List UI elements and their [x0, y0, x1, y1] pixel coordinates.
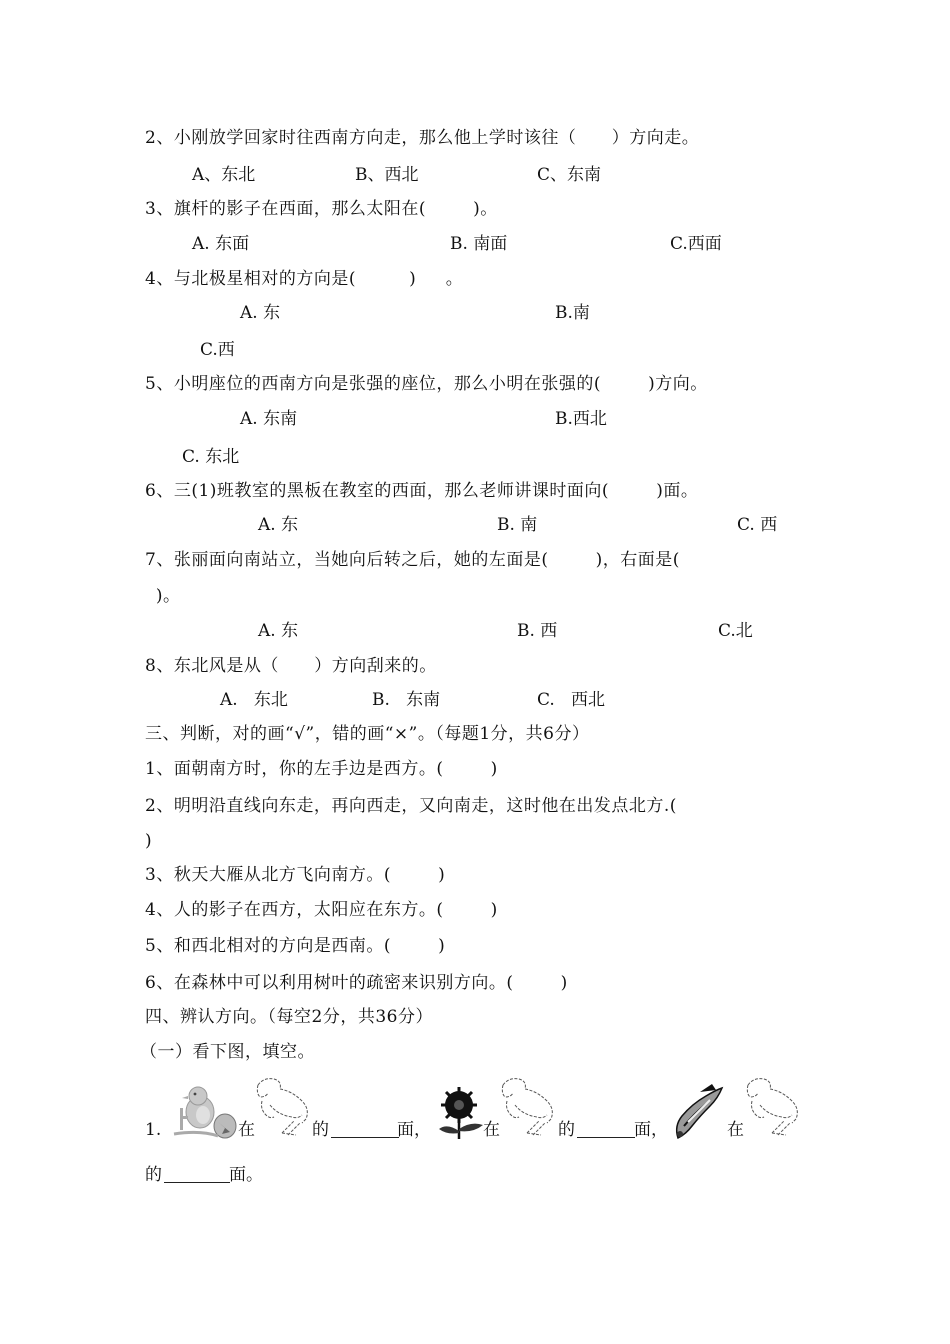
judge-item-2-continued: ): [145, 831, 153, 851]
judge-item-3: 3、秋天大雁从北方飞向南方。( ): [145, 865, 446, 885]
q5-option-c: C. 东北: [182, 447, 240, 467]
word-de-3: 的: [145, 1165, 162, 1185]
q7-option-a: A. 东: [258, 621, 299, 641]
q8-option-a: A. 东北: [220, 690, 288, 710]
question-7-continued: )。: [150, 586, 181, 606]
sunflower-icon: [437, 1087, 485, 1141]
q3-option-b: B. 南面: [450, 234, 508, 254]
chick-icon: [170, 1082, 238, 1140]
question-4: 4、与北极星相对的方向是( ) 。: [145, 269, 464, 289]
q6-option-c: C. 西: [737, 515, 778, 535]
q2-option-a: A、东北: [192, 165, 256, 185]
q2-option-c: C、东南: [537, 165, 602, 185]
q6-option-b: B. 南: [497, 515, 538, 535]
horse-icon: [742, 1075, 804, 1141]
question-5: 5、小明座位的西南方向是张强的座位，那么小明在张强的( )方向。: [145, 374, 708, 394]
judge-item-6: 6、在森林中可以利用树叶的疏密来识别方向。( ): [145, 973, 568, 993]
q3-option-a: A. 东面: [192, 234, 250, 254]
section-4-subheading: （一）看下图，填空。: [140, 1042, 315, 1062]
bird-icon: [672, 1082, 724, 1142]
word-mian-2: 面，: [634, 1120, 668, 1140]
question-8: 8、东北风是从（ ）方向刮来的。: [145, 656, 437, 676]
answer-blank-1[interactable]: [331, 1121, 399, 1138]
section-4-heading: 四、辨认方向。（每空2分，共36分）: [145, 1007, 433, 1027]
horse-icon: [497, 1075, 559, 1141]
word-zai-2: 在: [483, 1120, 500, 1140]
horse-icon: [252, 1075, 314, 1141]
question-2: 2、小刚放学回家时往西南方向走，那么他上学时该往（ ）方向走。: [145, 128, 700, 148]
section-3-heading: 三、判断，对的画“√”，错的画“×”。（每题1分，共6分）: [145, 724, 590, 744]
q4-option-b: B.南: [555, 303, 590, 323]
judge-item-2: 2、明明沿直线向东走，再向西走，又向南走，这时他在出发点北方.(: [145, 796, 677, 816]
q8-option-c: C. 西北: [537, 690, 606, 710]
judge-item-5: 5、和西北相对的方向是西南。( ): [145, 936, 446, 956]
q5-option-b: B.西北: [555, 409, 607, 429]
word-zai-3: 在: [727, 1120, 744, 1140]
judge-item-4: 4、人的影子在西方，太阳应在东方。( ): [145, 900, 498, 920]
word-mian: 面，: [397, 1120, 431, 1140]
answer-blank-2[interactable]: [577, 1121, 635, 1138]
judge-item-1: 1、面朝南方时，你的左手边是西方。( ): [145, 759, 498, 779]
word-zai: 在: [238, 1120, 255, 1140]
q4-option-a: A. 东: [240, 303, 281, 323]
q3-option-c: C.西面: [670, 234, 722, 254]
q2-option-b: B、西北: [355, 165, 419, 185]
word-de-2: 的: [558, 1120, 575, 1140]
q8-option-b: B. 东南: [372, 690, 441, 710]
q4-option-c: C.西: [200, 340, 235, 360]
question-6: 6、三(1)班教室的黑板在教室的西面，那么老师讲课时面向( )面。: [145, 481, 699, 501]
q7-option-c: C.北: [718, 621, 753, 641]
word-de: 的: [312, 1120, 329, 1140]
question-3: 3、旗杆的影子在西面，那么太阳在( )。: [145, 199, 498, 219]
answer-blank-3[interactable]: [164, 1166, 230, 1183]
q6-option-a: A. 东: [258, 515, 299, 535]
word-mian-3: 面。: [229, 1165, 263, 1185]
question-7: 7、张丽面向南站立，当她向后转之后，她的左面是( )，右面是(: [145, 550, 680, 570]
question-number: 1.: [145, 1120, 162, 1140]
q7-option-b: B. 西: [517, 621, 558, 641]
q5-option-a: A. 东南: [240, 409, 298, 429]
